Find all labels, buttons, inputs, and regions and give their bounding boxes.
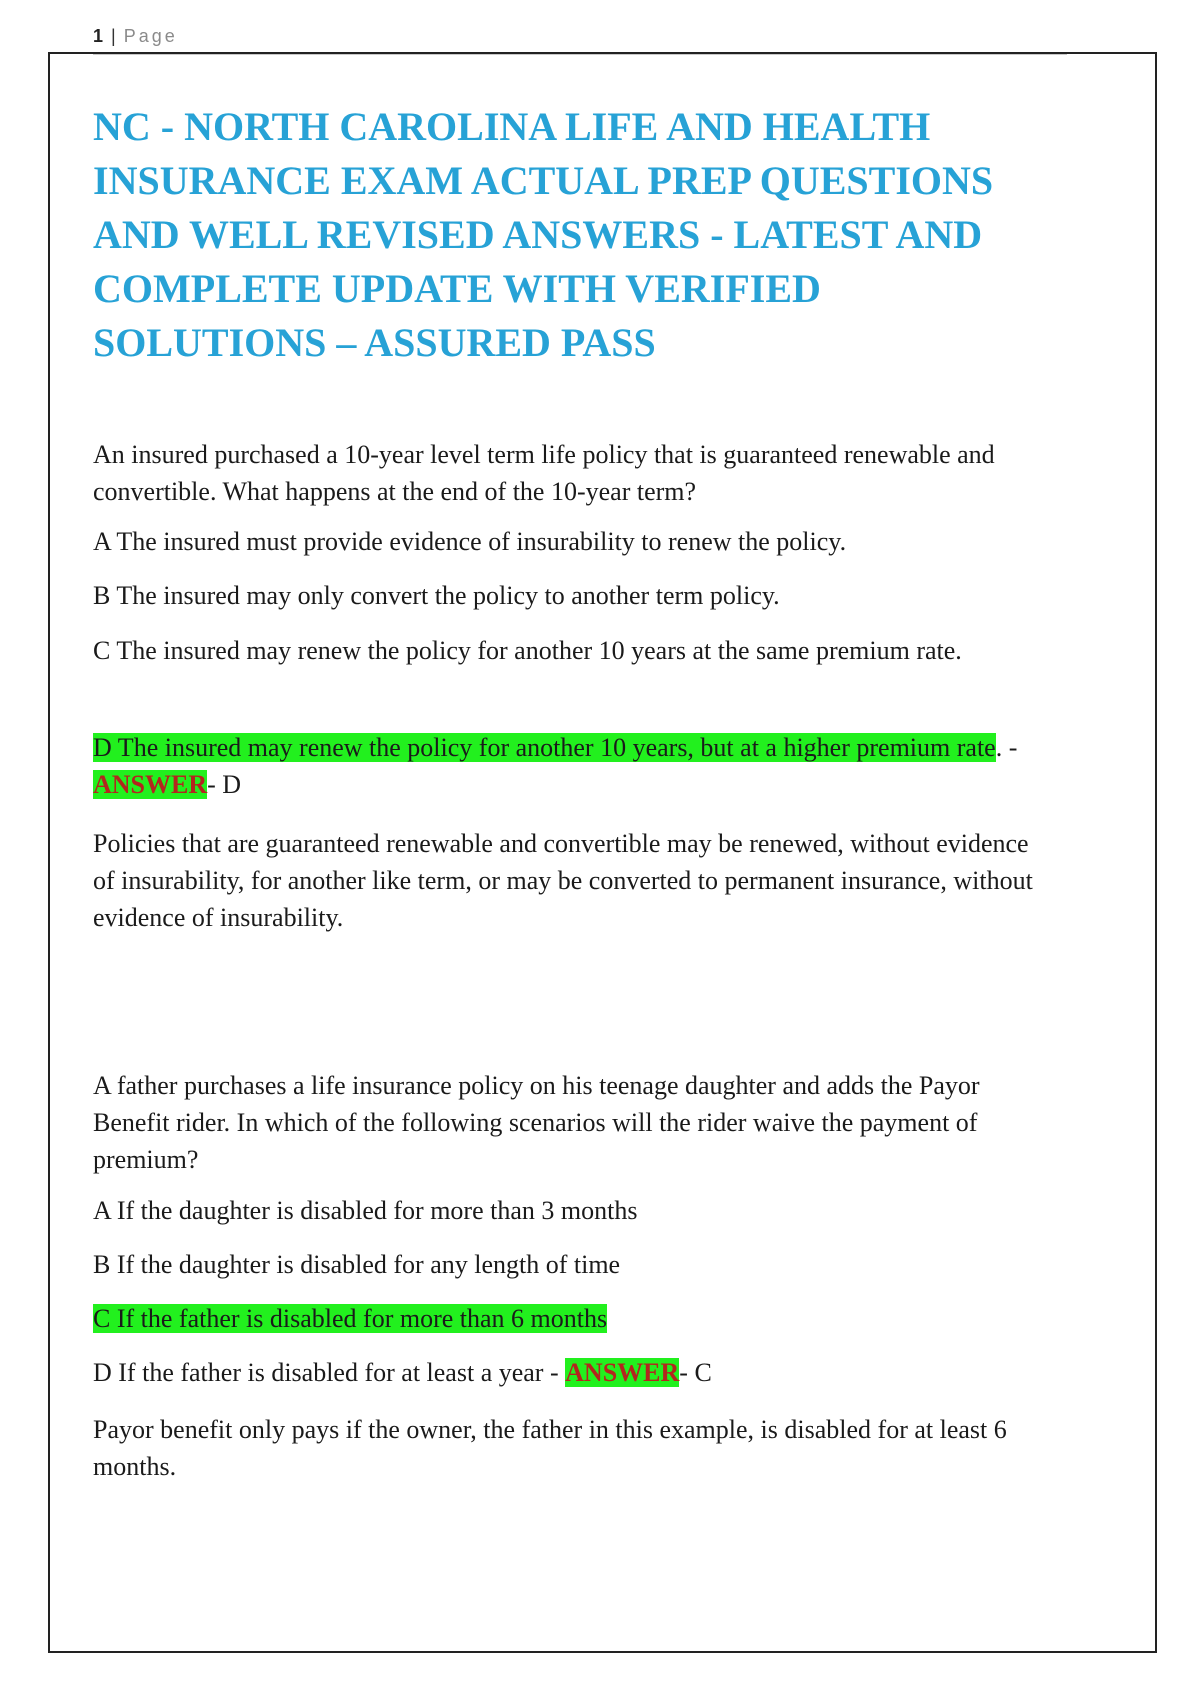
question-2-answer-label: ANSWER — [565, 1358, 680, 1387]
question-1-option-d: D The insured may renew the policy for another 10 years, but at a higher premium rate — [93, 733, 996, 762]
question-2-option-c: C If the father is disabled for more than 6 months — [93, 1304, 608, 1333]
page-label: Page — [123, 26, 178, 46]
question-2-text: A father purchases a life insurance policy on his teenage daughter and adds the Payor Benefit rider. In which of the following scenarios will the rider waive the payment of premium? — [93, 1071, 980, 1174]
page-number: 1 — [93, 26, 104, 46]
page-header — [93, 24, 1067, 55]
question-2-option-d-line — [93, 1354, 1053, 1391]
question-1-answer-prefix: . - — [995, 733, 1018, 762]
question-1-answer-label: ANSWER — [93, 770, 208, 799]
question-1-option-d-line — [93, 729, 1053, 803]
question-2-option-a: A If the daughter is disabled for more than 3 months — [93, 1196, 638, 1225]
question-1-option-b: B The insured may only convert the policy to another term policy. — [93, 581, 780, 610]
question-2-option-d: D If the father is disabled for at least a year — [93, 1358, 544, 1387]
question-2-option-c-line — [93, 1300, 1053, 1337]
question-1-option-c: C The insured may renew the policy for another 10 years at the same premium rate. — [93, 636, 962, 665]
question-2-answer-value: - C — [679, 1358, 712, 1387]
question-2-explanation: Payor benefit only pays if the owner, the father in this example, is disabled for at least 6 months. — [93, 1415, 1007, 1481]
question-2-answer-prefix: - — [543, 1358, 566, 1387]
question-2-option-b: B If the daughter is disabled for any length of time — [93, 1250, 621, 1279]
question-1-option-a: A The insured must provide evidence of insurability to renew the policy. — [93, 527, 847, 556]
document-title: NC - NORTH CAROLINA LIFE AND HEALTH INSURANCE EXAM ACTUAL PREP QUESTIONS AND WELL REVISED ANSWERS - LATEST AND COMPLETE UPDATE WITH VERIFIED SOLUTIONS – ASSURED PASS — [93, 104, 994, 365]
question-1-explanation: Policies that are guaranteed renewable and convertible may be renewed, without evidence of insurability, for another like term, or may be converted to permanent insurance, without evidence of insurability. — [93, 829, 1033, 932]
page-separator: | — [111, 26, 116, 46]
question-1-text: An insured purchased a 10-year level term life policy that is guaranteed renewable and convertible. What happens at the end of the 10-year term? — [93, 440, 995, 506]
question-1-answer-value: - D — [207, 770, 242, 799]
